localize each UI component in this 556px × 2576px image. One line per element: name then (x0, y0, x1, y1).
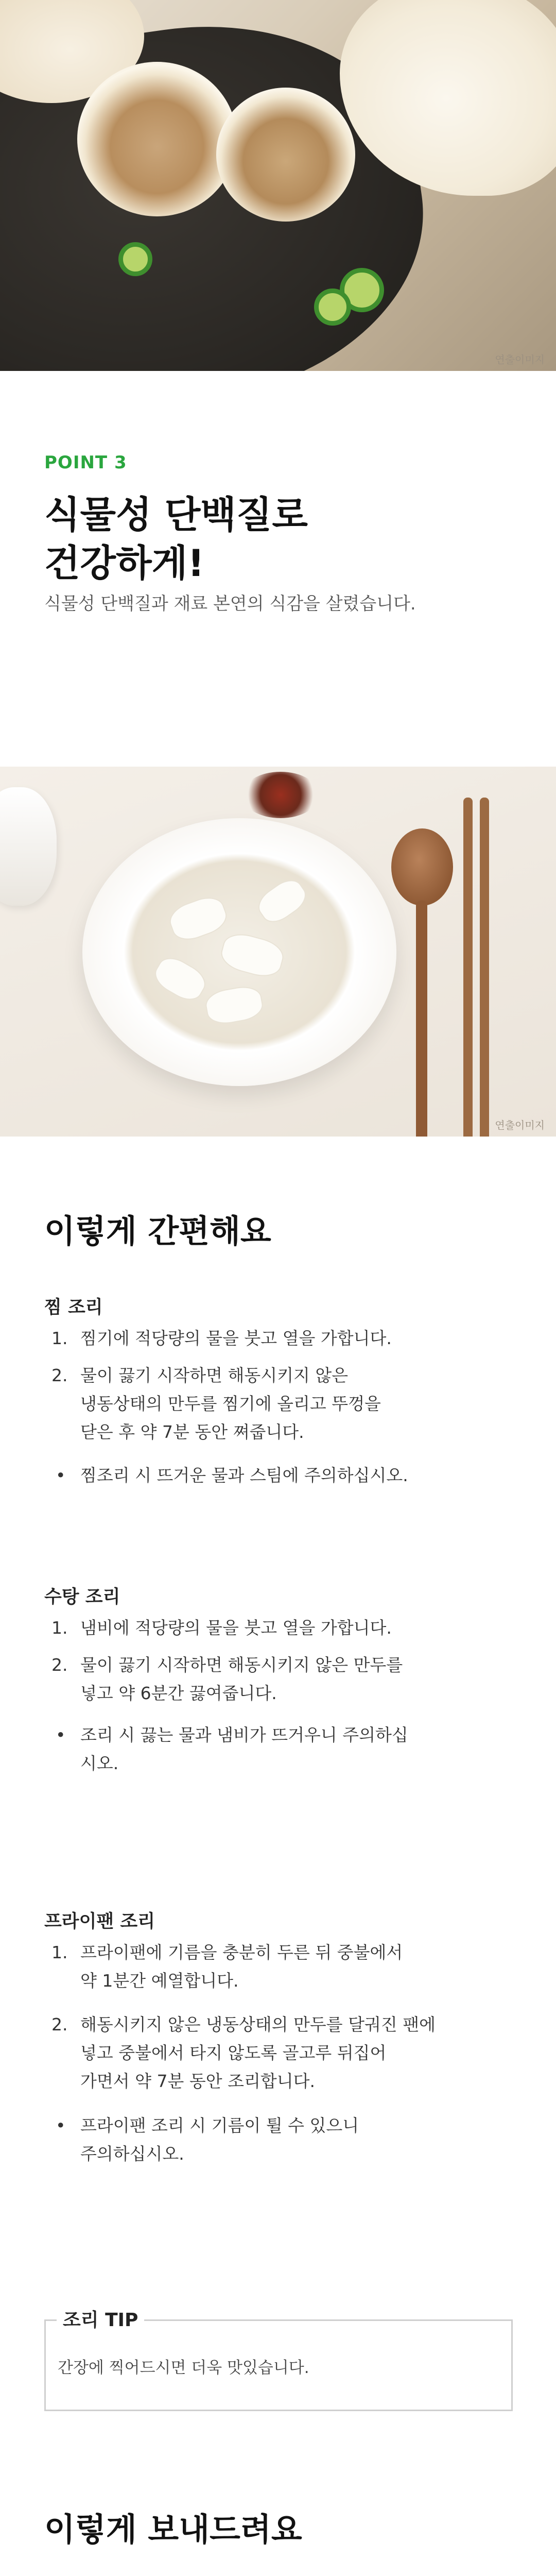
package-section-title: 이렇게 보내드려요 (44, 2511, 302, 2548)
pan-cooking-title: 프라이팬 조리 (44, 1911, 155, 1932)
step-text-line: 물이 끓기 시작하면 해동시키지 않은 만두를 (80, 1655, 403, 1675)
boil-step (51, 1651, 525, 1707)
pan-step (51, 2010, 525, 2095)
steam-cooking-title: 찜 조리 (44, 1297, 103, 1318)
pan-caution: • 프라이팬 조리 시 기름이 튈 수 있으니 주의하십시오. (51, 2111, 525, 2168)
point-title (44, 490, 508, 587)
pepper-slice-image (118, 242, 152, 276)
step-text-line: 가면서 약 7분 동안 조리합니다. (80, 2071, 315, 2091)
step-text-line: 약 1분간 예열합니다. (80, 1971, 239, 1991)
cup-image (0, 787, 57, 906)
step-number: 2. (51, 2014, 68, 2035)
cooking-tip-text: 간장에 찍어드시면 더욱 맛있습니다. (58, 2359, 309, 2377)
cooking-section-title: 이렇게 간편해요 (44, 1212, 271, 1250)
steam-step (51, 1361, 525, 1446)
point-label: POINT 3 (44, 452, 127, 473)
step-text-line: 물이 끓기 시작하면 해동시키지 않은 (80, 1365, 349, 1385)
boil-caution: • 조리 시 끓는 물과 냄비가 뜨거우니 주의하십 시오. (51, 1721, 525, 1777)
step-number: 1. (51, 1618, 68, 1638)
chopstick-image (480, 798, 489, 1137)
boil-step (51, 1614, 525, 1642)
point-title-line: 건강하게! (44, 541, 205, 585)
pepper-slice-image (314, 289, 351, 326)
cooking-tip-title: 조리 TIP (57, 2306, 144, 2332)
pan-step (51, 1938, 525, 1995)
step-text: 찜기에 적당량의 물을 붓고 열을 가합니다. (80, 1328, 392, 1348)
point-description: 식물성 단백질과 재료 본연의 식감을 살렸습니다. (44, 594, 416, 614)
photo-caption: 연출이미지 (495, 1119, 545, 1131)
step-text-line: 넣고 약 6분간 끓여줍니다. (80, 1683, 277, 1703)
step-text-line: 냉동상태의 만두를 찜기에 올리고 뚜껑을 (80, 1394, 381, 1414)
step-number: 1. (51, 1942, 68, 1962)
caution-text-line: 프라이팬 조리 시 기름이 튈 수 있으니 (80, 2115, 359, 2136)
spoon-handle-image (416, 901, 427, 1137)
dumpling-photo (0, 0, 556, 371)
soup-photo (0, 767, 556, 1137)
step-text-line: 프라이팬에 기름을 충분히 두른 뒤 중불에서 (80, 1942, 403, 1962)
steam-step (51, 1324, 525, 1352)
step-text-line: 해동시키지 않은 냉동상태의 만두를 달궈진 팬에 (80, 2014, 436, 2035)
photo-caption: 연출이미지 (495, 353, 545, 366)
caution-text-line: 시오. (80, 1753, 119, 1773)
caution-text: 찜조리 시 뜨거운 물과 스팀에 주의하십시오. (80, 1465, 408, 1485)
step-text-line: 닫은 후 약 7분 동안 쪄줍니다. (80, 1422, 304, 1442)
steam-caution: • 찜조리 시 뜨거운 물과 스팀에 주의하십시오. (51, 1461, 525, 1489)
step-number: 2. (51, 1655, 68, 1675)
caution-text-line: 주의하십시오. (80, 2144, 184, 2164)
dumpling-image (216, 88, 355, 222)
step-text: 냄비에 적당량의 물을 붓고 열을 가합니다. (80, 1618, 392, 1638)
step-number: 1. (51, 1328, 68, 1348)
chopstick-image (463, 798, 473, 1137)
chili-flakes-image (242, 772, 319, 818)
step-text-line: 넣고 중불에서 타지 않도록 골고루 뒤집어 (80, 2043, 387, 2063)
boil-cooking-title: 수탕 조리 (44, 1587, 120, 1607)
spoon-image (391, 828, 453, 906)
caution-text-line: 조리 시 끓는 물과 냄비가 뜨거우니 주의하십 (80, 1725, 408, 1745)
point-title-line: 식물성 단백질로 (44, 493, 308, 536)
step-number: 2. (51, 1365, 68, 1385)
dumpling-image (77, 62, 237, 216)
